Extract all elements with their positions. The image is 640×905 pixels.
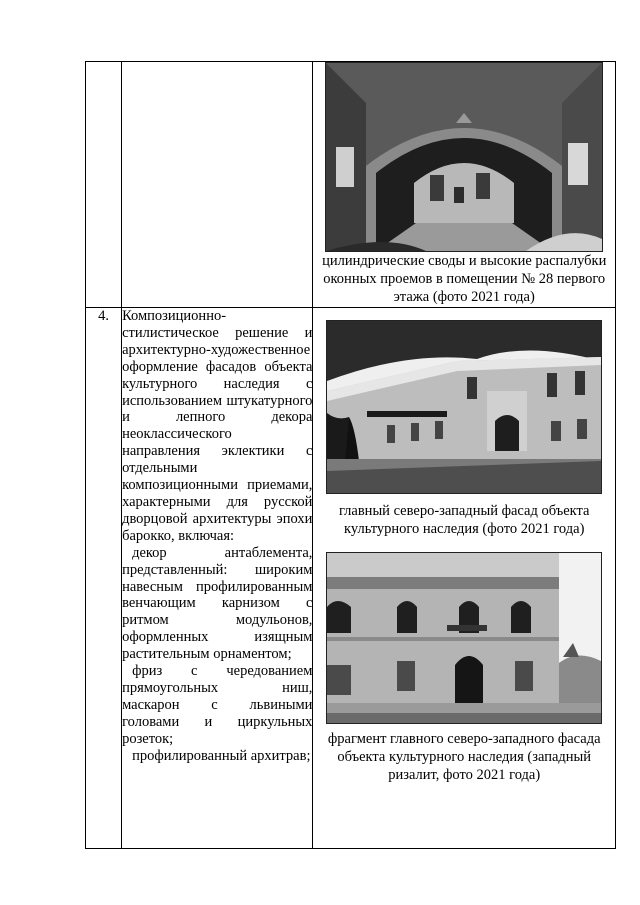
table-row-continued [86, 62, 616, 308]
description-cell [122, 308, 313, 849]
main-facade-photo [326, 320, 602, 494]
image-cell [313, 308, 616, 849]
number-cell [86, 62, 122, 308]
photo-caption-west-risalit: фрагмент главного северо-западного фасада объекта культурного наследия (западный ризалит, фото 2021 года) [327, 731, 601, 783]
image-cell [313, 62, 616, 308]
description-cell [122, 62, 313, 308]
table-row-4 [86, 308, 616, 849]
vaulted-room-photo [325, 62, 603, 252]
description-architrave: профилированный архитрав; [132, 747, 311, 764]
description-intro: Композиционно-стилистическое решение и архитектурно-художественное оформление фасадов объекта культурного наследия с использованием штукатурного и лепного декора неоклассического направления эклектики с отдельными композиционными приемами, характерными для русской дворцовой архитектуры эпохи барокко, включая: [122, 308, 313, 544]
west-risalit-photo [326, 552, 602, 724]
photo-caption-main-facade: главный северо-западный фасад объекта культурного наследия (фото 2021 года) [338, 503, 590, 537]
photo-caption-vaults: цилиндрические своды и высокие распалубки оконных проемов в помещении № 28 первого этажа (фото 2021 года) [322, 253, 607, 305]
description-entablature: декор антаблемента, представленный: широким навесным профилированным венчающим карнизом с ритмом модульонов, оформленных изящным растительным орнаментом; [122, 544, 313, 663]
description-frieze: фриз с чередованием прямоугольных ниш, маскарон с львиными головами и циркульных розеток; [122, 663, 313, 747]
row-number: 4. [86, 308, 122, 849]
object-features-table [85, 61, 616, 849]
